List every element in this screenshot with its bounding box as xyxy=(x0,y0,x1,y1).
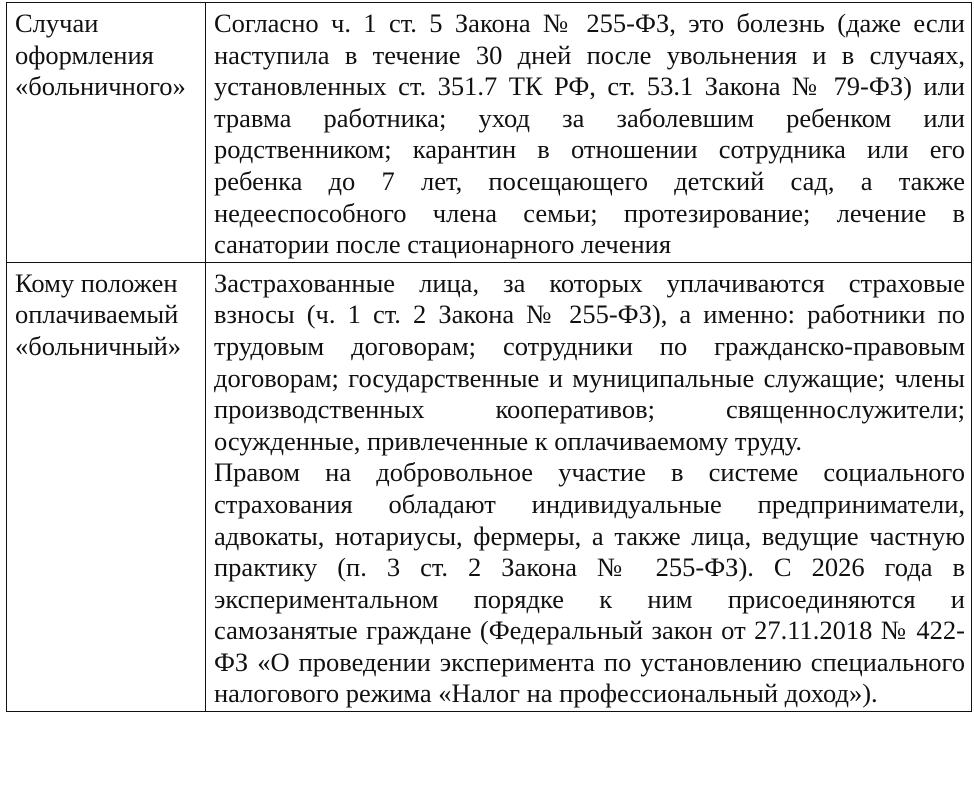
row-text-sick-leave-cases xyxy=(206,3,972,263)
row-label-eligible-persons: Кому положен оплачиваемый «больничный» xyxy=(7,262,206,711)
paragraph-insured-persons: Застрахованные лица, за которых уплачиваются страховые взносы (ч. 1 ст. 2 Закона № 255-ФЗ), а именно: работники по трудовым договорам; сотрудники по гражданско-правовым договорам; государственные и муниципальные служащие; члены производственных кооперативов; священнослужители; осужденные, привлеченные к оплачиваемому труду. xyxy=(214,267,965,456)
row-label-sick-leave-cases: Случаи оформления «больничного» xyxy=(7,3,206,263)
table-row-sick-leave-cases xyxy=(7,3,972,263)
paragraph-voluntary-participation: Правом на добровольное участие в системе социального страхования обладают индивидуальные предприниматели, адвокаты, нотариусы, фермеры, а также лица, ведущие частную практику (п. 3 ст. 2 Закона № 255-ФЗ). С 2026 года в экспериментальном порядке к ним присоединяются и самозанятые граждане (Федеральный закон от 27.11.2018 № 422-ФЗ «О проведении эксперимента по установлению специального налогового режима «Налог на профессиональный доход»). xyxy=(214,457,965,709)
table-row-eligible-persons xyxy=(7,262,972,711)
paragraph-sick-leave-cases: Согласно ч. 1 ст. 5 Закона № 255-ФЗ, это болезнь (даже если наступила в течение 30 дней после увольнения и в случаях, установленных ст. 351.7 ТК РФ, ст. 53.1 Закона № 79-ФЗ) или травма работника; уход за заболевшим ребенком или родственником; карантин в отношении сотрудника или его ребенка до 7 лет, посещающего детский сад, а также недееспособного члена семьи; протезирование; лечение в санатории после стационарного лечения xyxy=(214,8,965,260)
row-text-eligible-persons xyxy=(206,262,972,711)
sick-leave-info-table xyxy=(6,2,972,712)
